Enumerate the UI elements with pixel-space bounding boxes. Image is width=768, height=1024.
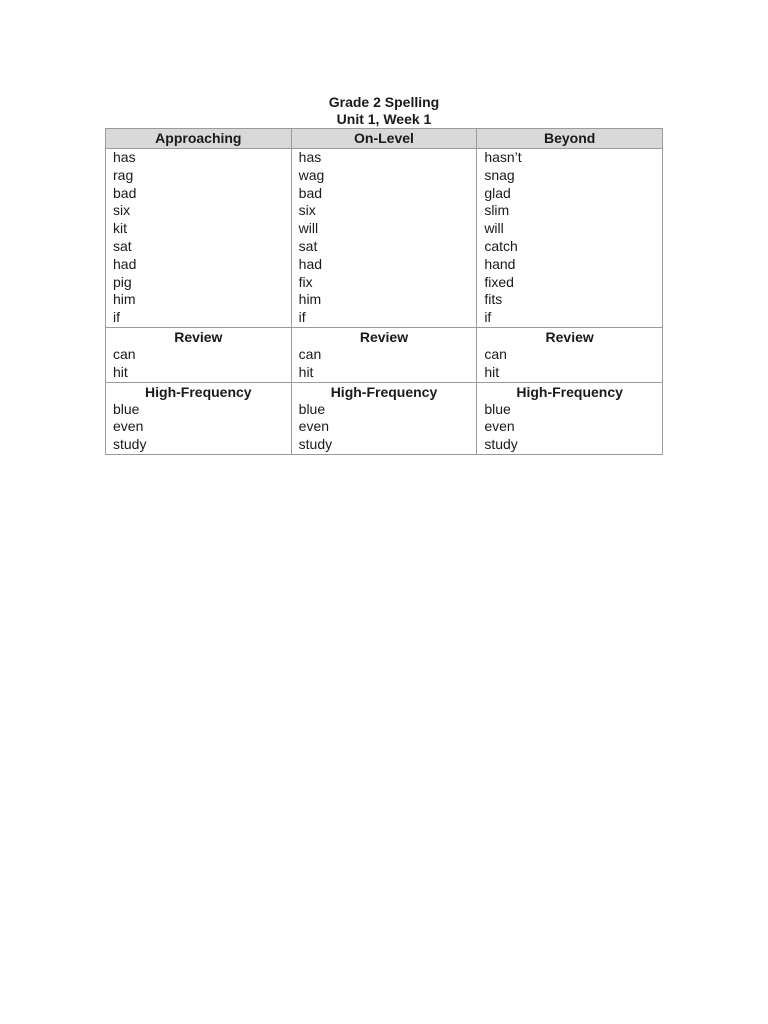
spelling-table	[105, 128, 663, 455]
document-title	[105, 94, 663, 128]
word: hand	[484, 255, 516, 272]
word: blue	[113, 400, 140, 417]
review-heading: Review	[545, 328, 594, 345]
word: hit	[298, 363, 314, 380]
column-header-approaching: Approaching	[106, 129, 292, 149]
word-list	[477, 401, 662, 454]
review-heading: Review	[174, 328, 223, 345]
word: had	[113, 255, 137, 272]
word: fix	[298, 273, 313, 290]
word: if	[113, 309, 120, 326]
word-list	[292, 346, 477, 382]
high-frequency-heading: High-Frequency	[516, 383, 623, 400]
word: study	[484, 436, 518, 453]
word: glad	[484, 184, 511, 201]
high-frequency-heading: High-Frequency	[145, 383, 252, 400]
word: will	[298, 220, 319, 237]
word-list	[106, 401, 291, 454]
high-frequency-heading: High-Frequency	[330, 383, 438, 400]
word: blue	[484, 400, 511, 417]
word: can	[113, 345, 136, 362]
word-list	[292, 149, 477, 327]
beyond-high-frequency-cell	[477, 382, 663, 454]
word: if	[298, 309, 306, 326]
word-list	[477, 149, 662, 327]
spelling-words-row	[106, 149, 663, 328]
word: if	[484, 309, 492, 326]
column-header-on-level: On-Level	[291, 129, 477, 149]
beyond-review-cell	[477, 327, 663, 382]
word: hit	[484, 363, 500, 380]
high-frequency-row	[106, 382, 663, 454]
word: bad	[298, 184, 323, 201]
on-level-review-cell	[291, 327, 477, 382]
word: has	[113, 149, 136, 165]
on-level-spelling-cell	[291, 149, 477, 328]
word: even	[298, 418, 330, 435]
word: even	[113, 418, 144, 435]
approaching-review-cell	[106, 327, 292, 382]
word: fits	[484, 291, 503, 308]
word: wag	[298, 166, 325, 183]
word: catch	[484, 237, 518, 254]
column-header-beyond: Beyond	[477, 129, 663, 149]
word: sat	[298, 237, 318, 254]
beyond-spelling-cell	[477, 149, 663, 328]
word: six	[113, 202, 131, 219]
word: study	[298, 436, 333, 453]
word-list	[292, 401, 477, 454]
word: blue	[298, 400, 326, 417]
word-list	[106, 346, 291, 382]
on-level-high-frequency-cell	[291, 382, 477, 454]
word: will	[484, 220, 504, 237]
word: can	[298, 345, 322, 362]
word: had	[298, 255, 323, 272]
word: rag	[113, 166, 134, 183]
review-heading: Review	[359, 328, 409, 345]
word: hit	[113, 363, 128, 380]
word: has	[298, 149, 322, 165]
word: pig	[113, 273, 132, 290]
word: study	[113, 436, 147, 453]
review-row	[106, 327, 663, 382]
word-list	[106, 149, 291, 327]
word: snag	[484, 166, 515, 183]
word: him	[113, 291, 136, 308]
word: him	[298, 291, 322, 308]
title-grade-spelling: Grade 2 Spelling	[328, 94, 440, 110]
header-row	[106, 129, 663, 149]
word: bad	[113, 184, 137, 201]
word: six	[298, 202, 316, 219]
word: slim	[484, 202, 510, 219]
title-unit-week: Unit 1, Week 1	[336, 111, 432, 127]
word: can	[484, 345, 507, 362]
word-list	[477, 346, 662, 382]
word: hasn’t	[484, 149, 522, 165]
word: kit	[113, 220, 127, 237]
approaching-high-frequency-cell	[106, 382, 292, 454]
word: fixed	[484, 273, 514, 290]
word: sat	[113, 237, 132, 254]
word: even	[484, 418, 515, 435]
approaching-spelling-cell	[106, 149, 292, 328]
